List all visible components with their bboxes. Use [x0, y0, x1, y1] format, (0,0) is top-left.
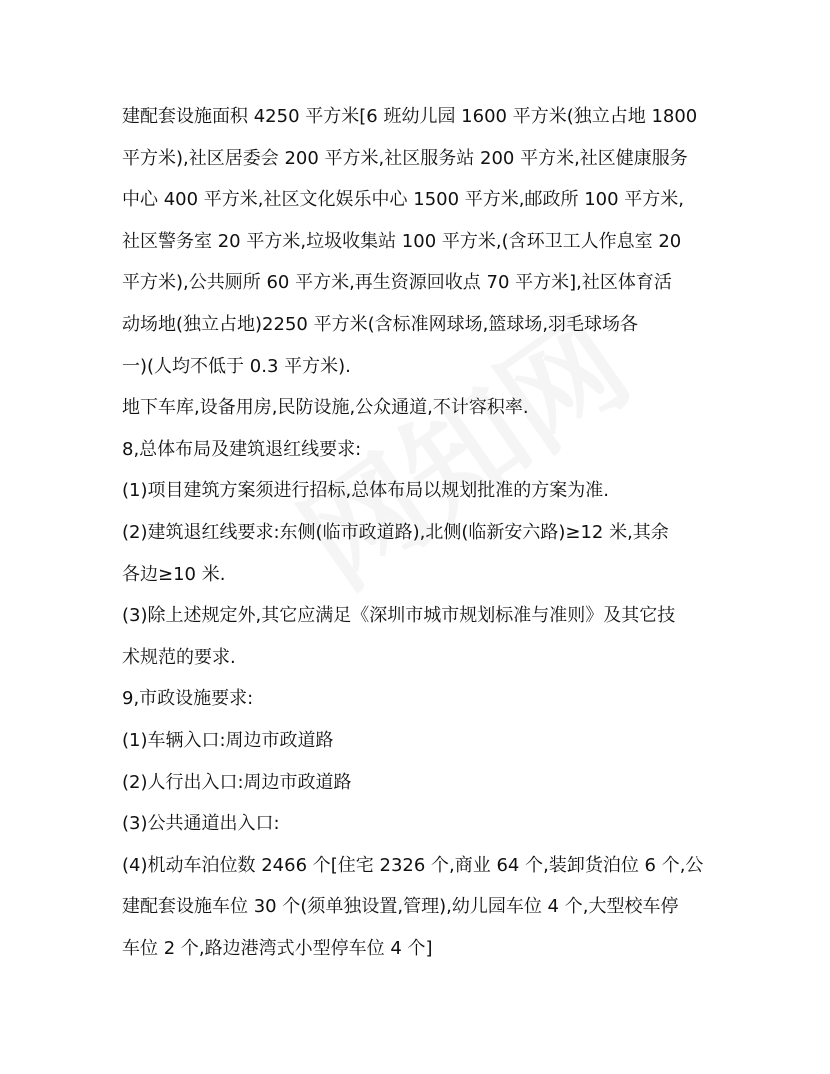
text-line: 社区警务室 20 平方米,垃圾收集站 100 平方米,(含环卫工人作息室 20: [122, 230, 682, 252]
text-line: (1)项目建筑方案须进行招标,总体布局以规划批准的方案为准.: [122, 480, 609, 502]
document-body: [122, 96, 722, 969]
text-line: 平方米),社区居委会 200 平方米,社区服务站 200 平方米,社区健康服务: [122, 147, 688, 169]
text-line: 中心 400 平方米,社区文化娱乐中心 1500 平方米,邮政所 100 平方米,: [122, 189, 685, 211]
text-line: 一)(人均不低于 0.3 平方米).: [122, 355, 351, 377]
text-line: (4)机动车泊位数 2466 个[住宅 2326 个,商业 64 个,装卸货泊位 6 个,公: [122, 854, 704, 876]
text-line: (3)公共通道出入口:: [122, 813, 280, 835]
text-line: 术规范的要求.: [122, 646, 236, 668]
text-line: 动场地(独立占地)2250 平方米(含标准网球场,篮球场,羽毛球场各: [122, 313, 639, 335]
text-line: 平方米),公共厕所 60 平方米,再生资源回收点 70 平方米],社区体育活: [122, 272, 672, 294]
text-line: (2)建筑退红线要求:东侧(临市政道路),北侧(临新安六路)≥12 米,其余: [122, 521, 669, 543]
text-line: 各边≥10 米.: [122, 563, 226, 585]
text-line: 建配套设施车位 30 个(须单独设置,管理),幼儿园车位 4 个,大型校车停: [122, 896, 679, 918]
section-heading: 8,总体布局及建筑退红线要求:: [122, 438, 362, 460]
text-line: (2)人行出入口:周边市政道路: [122, 771, 352, 793]
text-line: (3)除上述规定外,其它应满足《深圳市城市规划标准与准则》及其它技: [122, 605, 676, 627]
text-line: (1)车辆入口:周边市政道路: [122, 729, 334, 751]
text-line: 车位 2 个,路边港湾式小型停车位 4 个]: [122, 937, 433, 959]
text-line: 建配套设施面积 4250 平方米[6 班幼儿园 1600 平方米(独立占地 1800: [122, 106, 698, 127]
text-line: 地下车库,设备用房,民防设施,公众通道,不计容积率.: [122, 397, 529, 419]
section-heading: 9,市政设施要求:: [122, 688, 254, 710]
